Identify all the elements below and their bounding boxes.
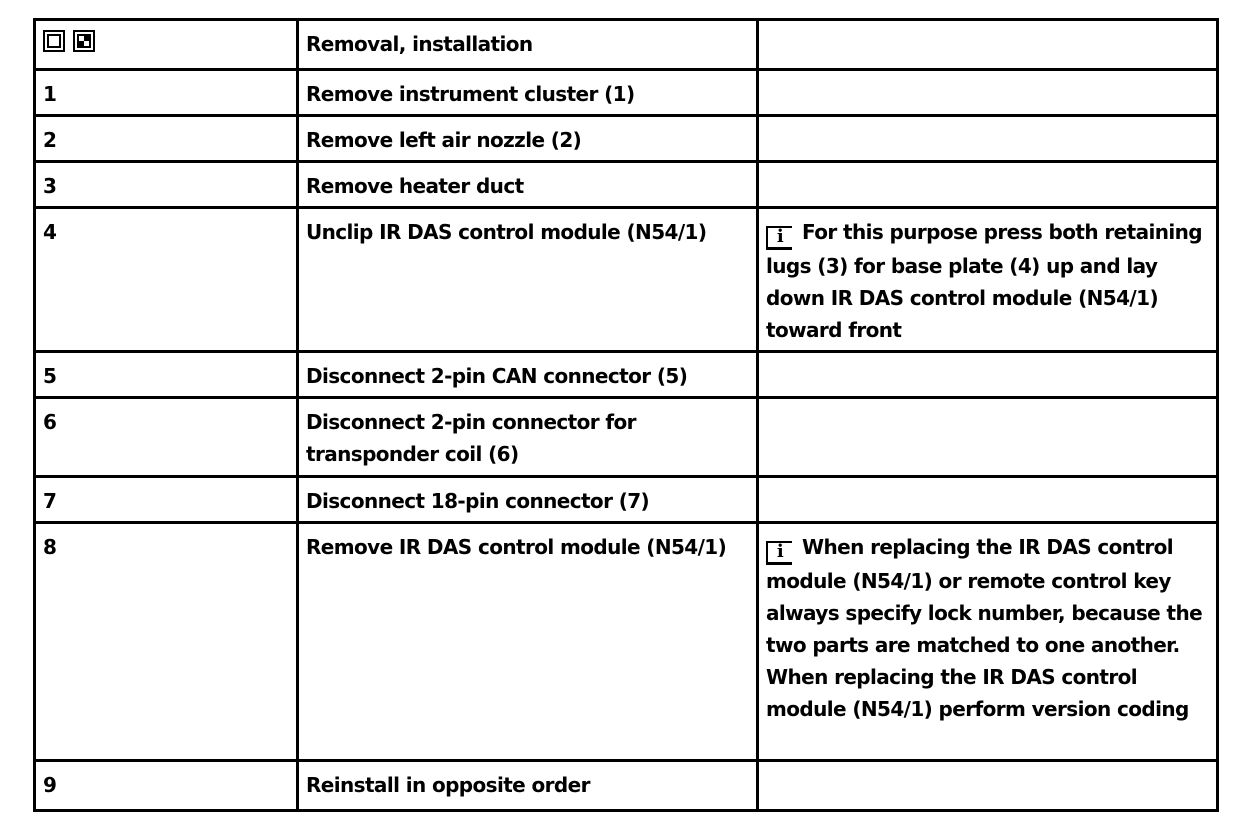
step-number: 7 — [35, 477, 298, 523]
step-action: Reinstall in opposite order — [298, 761, 758, 811]
step-action: Remove IR DAS control module (N54/1) — [298, 523, 758, 761]
table-row — [35, 116, 1218, 162]
table-row — [35, 523, 1218, 761]
procedure-table — [33, 18, 1219, 812]
info-icon: i — [766, 226, 792, 250]
step-number: 1 — [35, 70, 298, 116]
step-number: 2 — [35, 116, 298, 162]
step-note — [758, 162, 1218, 208]
step-number: 9 — [35, 761, 298, 811]
table-row — [35, 352, 1218, 398]
step-note: When replacing the IR DAS control module (N54/1) or remote control key always specify lock number, because the two parts are matched to one another. When replacing the IR DAS control module (N54/1) perform version coding — [766, 535, 1203, 721]
header-note — [758, 20, 1218, 70]
step-note-cell — [758, 208, 1218, 352]
step-action: Disconnect 18-pin connector (7) — [298, 477, 758, 523]
step-note: For this purpose press both retaining lugs (3) for base plate (4) up and lay down IR DAS control module (N54/1) toward front — [766, 220, 1202, 342]
step-note — [758, 477, 1218, 523]
step-number: 3 — [35, 162, 298, 208]
header-title: Removal, installation — [298, 20, 758, 70]
step-action: Remove instrument cluster (1) — [298, 70, 758, 116]
step-note — [758, 116, 1218, 162]
info-icon: i — [766, 541, 792, 565]
table-row — [35, 761, 1218, 811]
table-header-row — [35, 20, 1218, 70]
table-row — [35, 477, 1218, 523]
table-row — [35, 208, 1218, 352]
step-action: Unclip IR DAS control module (N54/1) — [298, 208, 758, 352]
step-note — [758, 70, 1218, 116]
step-note — [758, 761, 1218, 811]
step-number: 8 — [35, 523, 298, 761]
expand-icon[interactable] — [43, 30, 65, 52]
table-row — [35, 162, 1218, 208]
header-icons-cell — [35, 20, 298, 70]
step-number: 5 — [35, 352, 298, 398]
step-number: 6 — [35, 398, 298, 477]
step-note — [758, 398, 1218, 477]
step-action: Disconnect 2-pin CAN connector (5) — [298, 352, 758, 398]
step-action: Remove heater duct — [298, 162, 758, 208]
step-action: Disconnect 2-pin connector for transponder coil (6) — [298, 398, 758, 477]
step-action: Remove left air nozzle (2) — [298, 116, 758, 162]
collapse-icon[interactable] — [73, 30, 95, 52]
step-note — [758, 352, 1218, 398]
step-note-cell — [758, 523, 1218, 761]
table-row — [35, 70, 1218, 116]
table-row — [35, 398, 1218, 477]
step-number: 4 — [35, 208, 298, 352]
